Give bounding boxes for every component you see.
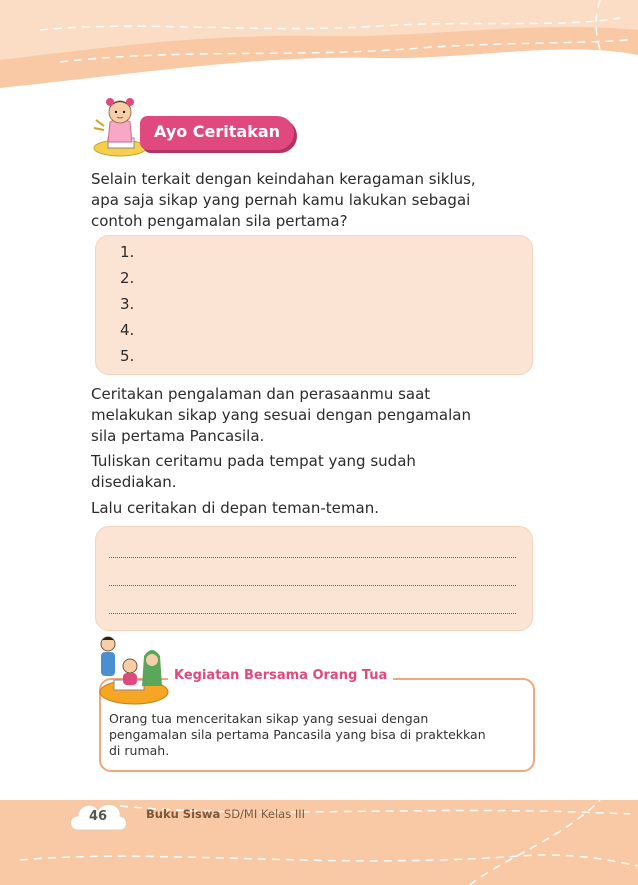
instruction-line: Tuliskan ceritamu pada tempat yang sudah <box>91 452 416 470</box>
family-activity-title: Kegiatan Bersama Orang Tua <box>168 668 393 683</box>
list-item: 5. <box>120 347 135 365</box>
family-reading-icon <box>92 630 172 710</box>
writing-line <box>109 613 516 614</box>
instruction-line: melakukan sikap yang sesuai dengan pengamalan <box>91 406 471 424</box>
question-line: contoh pengamalan sila pertama? <box>91 212 348 230</box>
story-writing-area[interactable] <box>95 526 533 631</box>
family-activity-line: pengamalan sila pertama Pancasila yang bisa di praktekkan <box>109 727 486 742</box>
family-activity-line: Orang tua menceritakan sikap yang sesuai dengan <box>109 711 429 726</box>
book-title <box>146 807 305 821</box>
list-item: 4. <box>120 321 135 339</box>
instruction-line: Lalu ceritakan di depan teman-teman. <box>91 499 379 517</box>
page-number: 46 <box>89 809 108 824</box>
instruction-line: sila pertama Pancasila. <box>91 427 265 445</box>
section-title: Ayo Ceritakan <box>154 122 281 141</box>
family-activity-line: di rumah. <box>109 743 170 758</box>
header-decoration <box>0 0 638 90</box>
question-line: Selain terkait dengan keindahan keragaman siklus, <box>91 170 476 188</box>
instruction-line: Ceritakan pengalaman dan perasaanmu saat <box>91 385 431 403</box>
list-item: 3. <box>120 295 135 313</box>
question-line: apa saja sikap yang pernah kamu lakukan sebagai <box>91 191 471 209</box>
instruction-line: disediakan. <box>91 473 177 491</box>
book-title-bold: Buku Siswa <box>146 807 221 821</box>
list-item: 1. <box>120 243 135 261</box>
writing-line <box>109 585 516 586</box>
list-item: 2. <box>120 269 135 287</box>
writing-line <box>109 557 516 558</box>
book-title-rest: SD/MI Kelas III <box>220 807 306 821</box>
answer-list-box[interactable] <box>95 235 533 375</box>
